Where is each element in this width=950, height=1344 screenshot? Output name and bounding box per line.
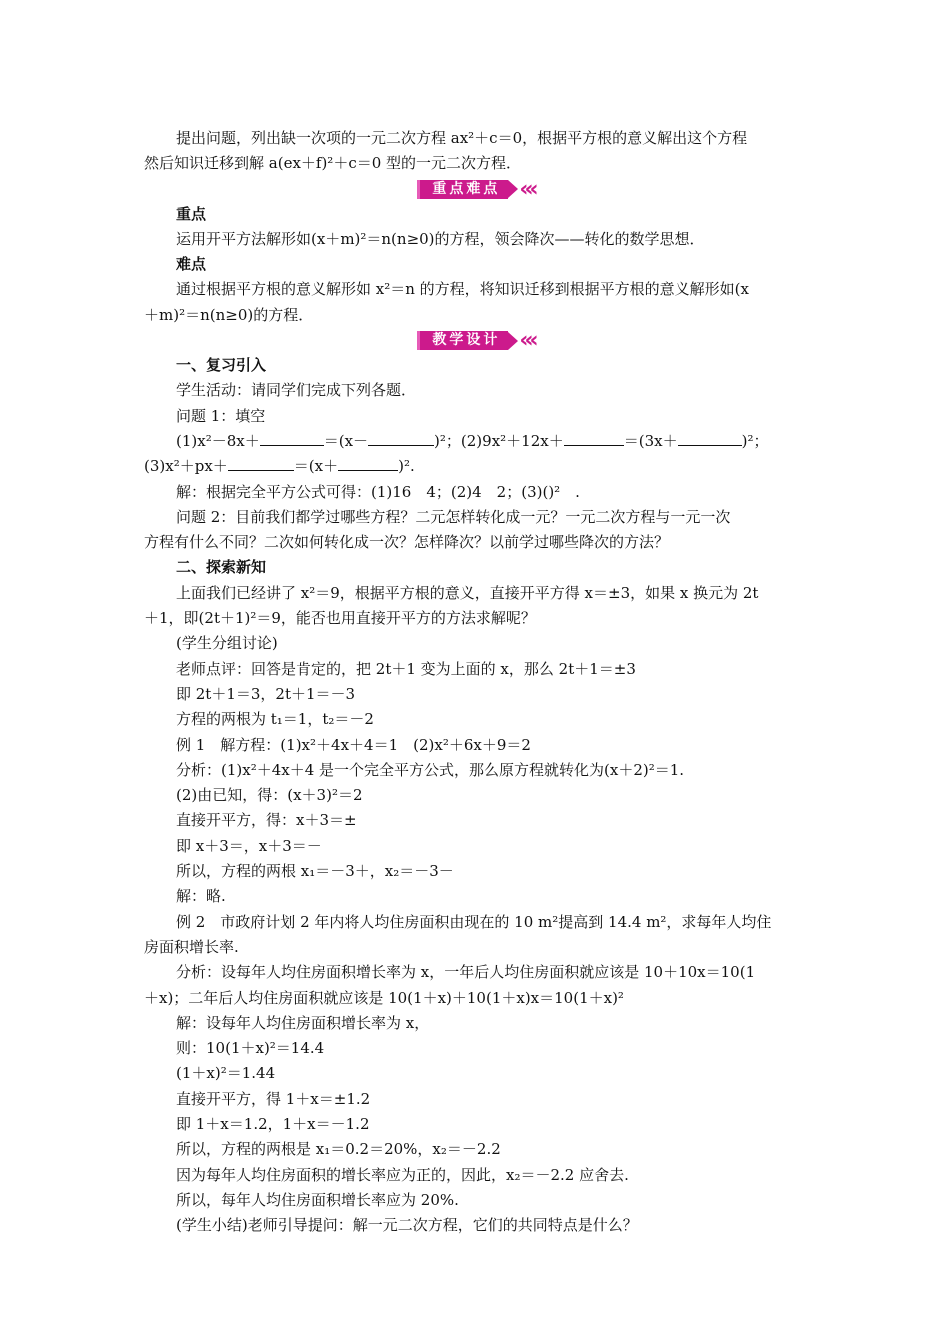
review-answer: 解：根据完全平方公式可得：(1)16 4；(2)4 2；(3)()² . bbox=[176, 482, 580, 501]
fill-blank-line-2 bbox=[144, 454, 808, 479]
answer-blank bbox=[678, 432, 742, 446]
explore-line: ＋1，即(2t＋1)²＝9，能否也用直接开平方的方法求解呢？ bbox=[144, 609, 536, 628]
section-review-heading: 一、复习引入 bbox=[176, 356, 267, 375]
explore-line: (2)由已知，得：(x＋3)²＝2 bbox=[176, 786, 363, 805]
example-1-analysis: 分析：(1)x²＋4x＋4 是一个完全平方公式，那么原方程就转化为(x＋2)²＝1. bbox=[176, 760, 685, 779]
explore-line: 老师点评：回答是肯定的，把 2t＋1 变为上面的 x，那么 2t＋1＝±3 bbox=[176, 659, 636, 678]
summary-question: (学生小结)老师引导提问：解一元二次方程，它们的共同特点是什么？ bbox=[176, 1216, 638, 1235]
chevron-left-icon: ‹‹‹ bbox=[519, 328, 535, 354]
intro-line-2: 然后知识迁移到解 a(ex＋f)²＋c＝0 型的一元二次方程． bbox=[144, 154, 522, 173]
explore-line: 即 x＋3＝，x＋3＝－ bbox=[176, 836, 322, 855]
difficulty-heading: 难点 bbox=[176, 255, 207, 274]
explore-line: (学生分组讨论) bbox=[176, 634, 278, 653]
fill-text: )². bbox=[398, 457, 415, 476]
review-question-1: 问题 1：填空 bbox=[176, 406, 266, 425]
solution-line: 则：10(1＋x)²＝14.4 bbox=[176, 1039, 325, 1058]
example-2: 例 2 市政府计划 2 年内将人均住房面积由现在的 10 m²提高到 14.4 m²，求每年人均住 bbox=[176, 912, 772, 931]
example-1: 例 1 解方程：(1)x²＋4x＋4＝1 (2)x²＋6x＋9＝2 bbox=[176, 735, 531, 754]
fill-text: ＝(3x＋ bbox=[623, 431, 678, 450]
solution-line: 直接开平方，得 1＋x＝±1.2 bbox=[176, 1089, 371, 1108]
fill-text: ＝(x＋ bbox=[293, 457, 339, 476]
fill-text: )²；(2)9x²＋12x＋ bbox=[434, 431, 564, 450]
intro-line-1: 提出问题，列出缺一次项的一元二次方程 ax²＋c＝0，根据平方根的意义解出这个方程 bbox=[176, 129, 748, 147]
banner-teaching-design bbox=[144, 328, 808, 353]
difficulty-text-2: ＋m)²＝n(n≥0)的方程． bbox=[144, 305, 314, 324]
document-page bbox=[144, 126, 808, 1238]
fill-text: (3)x²＋px＋ bbox=[144, 457, 228, 476]
banner-arrow-tip bbox=[508, 332, 518, 350]
solution-line: 所以，每年人均住房面积增长率应为 20%. bbox=[176, 1190, 459, 1209]
answer-blank bbox=[228, 457, 294, 471]
example-2-analysis-cont: ＋x)；二年后人均住房面积就应该是 10(1＋x)＋10(1＋x)x＝10(1＋x)² bbox=[144, 988, 624, 1007]
banner-key-difficulty bbox=[144, 177, 808, 202]
fill-blank-line-1 bbox=[144, 429, 808, 454]
review-activity: 学生活动：请同学们完成下列各题． bbox=[176, 381, 417, 400]
example-2-analysis: 分析：设每年人均住房面积增长率为 x，一年后人均住房面积就应该是 10＋10x＝10(1 bbox=[176, 963, 756, 982]
explore-line: 上面我们已经讲了 x²＝9，根据平方根的意义，直接开平方得 x＝±3，如果 x 换元为 2t bbox=[176, 583, 759, 602]
key-heading: 重点 bbox=[176, 204, 207, 223]
review-question-2-a: 问题 2：目前我们都学过哪些方程？二元怎样转化成一元？一元二次方程与一元一次 bbox=[176, 507, 731, 526]
banner-label: 教学设计 bbox=[417, 331, 508, 350]
explore-line: 所以，方程的两根 x₁＝－3＋，x₂＝－3－ bbox=[176, 862, 454, 881]
solution-line: 即 1＋x＝1.2，1＋x＝－1.2 bbox=[176, 1114, 370, 1133]
answer-blank bbox=[368, 432, 434, 446]
explore-line: 解：略. bbox=[176, 887, 226, 906]
explore-line: 直接开平方，得：x＋3＝± bbox=[176, 811, 357, 830]
answer-blank bbox=[564, 432, 624, 446]
fill-text: (1)x²－8x＋ bbox=[176, 431, 260, 450]
review-question-2-b: 方程有什么不同？二次如何转化成一次？怎样降次？以前学过哪些降次的方法？ bbox=[144, 533, 670, 552]
chevron-left-icon: ‹‹‹ bbox=[519, 176, 535, 202]
solution-line: 因为每年人均住房面积的增长率应为正的，因此，x₂＝－2.2 应舍去. bbox=[176, 1165, 629, 1184]
fill-text: )²； bbox=[741, 431, 769, 450]
section-explore-heading: 二、探索新知 bbox=[176, 558, 267, 577]
solution-line: 解：设每年人均住房面积增长率为 x， bbox=[176, 1013, 430, 1032]
answer-blank bbox=[260, 432, 324, 446]
banner-label: 重点难点 bbox=[417, 180, 508, 199]
explore-line: 方程的两根为 t₁＝1，t₂＝－2 bbox=[176, 710, 374, 729]
key-text: 运用开平方法解形如(x＋m)²＝n(n≥0)的方程，领会降次——转化的数学思想． bbox=[176, 229, 705, 248]
banner-arrow-tip bbox=[508, 180, 518, 198]
difficulty-text-1: 通过根据平方根的意义解形如 x²＝n 的方程，将知识迁移到根据平方根的意义解形如(x bbox=[176, 280, 749, 299]
solution-line: (1＋x)²＝1.44 bbox=[176, 1064, 276, 1083]
solution-line: 所以，方程的两根是 x₁＝0.2＝20%，x₂＝－2.2 bbox=[176, 1140, 501, 1159]
answer-blank bbox=[338, 457, 398, 471]
example-2-cont: 房面积增长率. bbox=[144, 937, 239, 956]
fill-text: ＝(x－ bbox=[323, 431, 369, 450]
explore-line: 即 2t＋1＝3，2t＋1＝－3 bbox=[176, 684, 356, 703]
